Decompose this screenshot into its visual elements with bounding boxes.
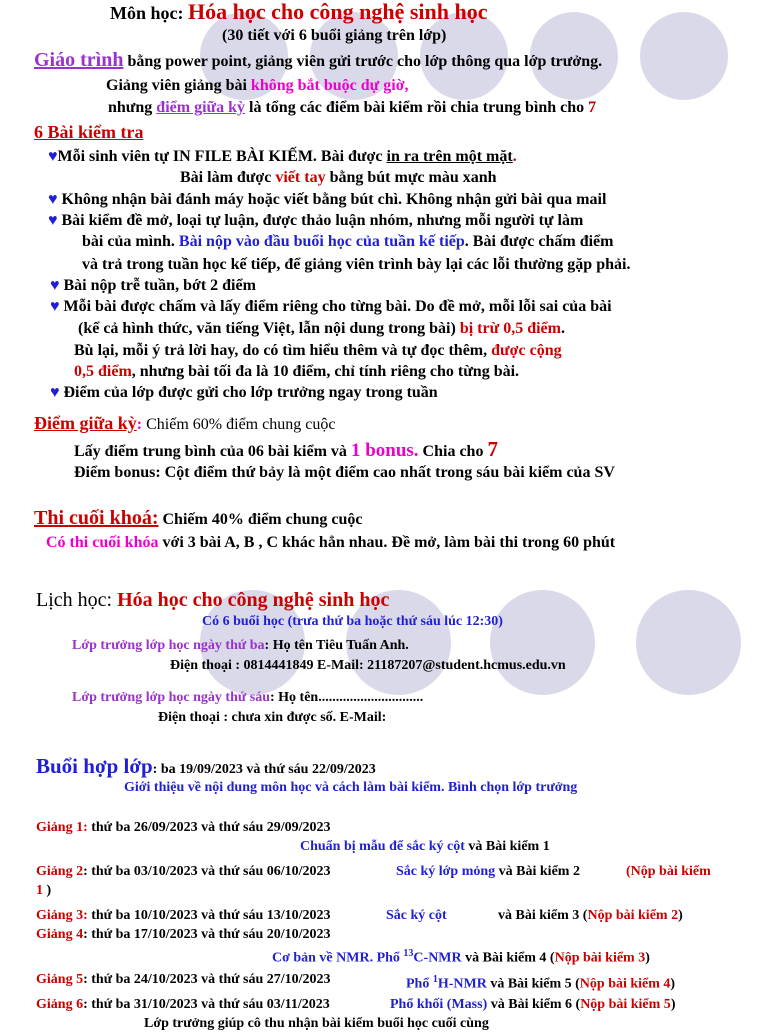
heart-bullet-icon: ♥: [50, 384, 60, 401]
syllabus-line-3: nhưng điểm giữa kỳ là tổng các điểm bài kiểm rồi chia trung bình cho 7: [108, 99, 597, 116]
test-bullet-3-line-3: và trả trong tuần học kế tiếp, để giảng viên trình bày lại các lỗi thường gặp phải.: [82, 256, 631, 273]
class-rep-friday: Lớp trưởng lớp học ngày thứ sáu: Họ tên..............................: [72, 690, 424, 705]
lecture-2-submit: (Nộp bài kiểm: [626, 864, 711, 879]
decorative-circle: [636, 590, 741, 695]
not-mandatory-text: không bắt buộc dự giờ,: [250, 77, 409, 94]
syllabus-heading: Giáo trình: [34, 49, 124, 71]
test-bullet-6: ♥ Điểm của lớp được gửi cho lớp trưởng ngay trong tuần: [50, 384, 438, 401]
course-name: Hóa học cho công nghệ sinh học: [188, 0, 488, 24]
midterm-link[interactable]: điểm giữa kỳ: [156, 99, 246, 116]
heart-bullet-icon: ♥: [50, 277, 60, 294]
heart-bullet-icon: ♥: [48, 148, 58, 165]
class-rep-tuesday-contact: Điện thoại : 0814441849 E-Mail: 21187207@student.hcmus.edu.vn: [170, 658, 566, 673]
final-line-2: Có thi cuối khóa với 3 bài A, B , C khác hẳn nhau. Đề mở, làm bài thi trong 60 phút: [46, 534, 616, 551]
test-bullet-4: ♥ Bài nộp trễ tuần, bớt 2 điểm: [50, 277, 256, 294]
test-bullet-5-line-4: 0,5 điểm, nhưng bài tối đa là 10 điểm, chỉ tính riêng cho từng bài.: [74, 363, 520, 380]
lecture-4-topic: Cơ bản về NMR. Phổ $^{13}$C-NMR và Bài kiểm 4 (Nộp bài kiểm 3): [272, 948, 650, 966]
decorative-circle: [640, 12, 728, 100]
lecture-5: Giảng 5: thứ ba 24/10/2023 và thứ sáu 27/10/2023: [36, 972, 331, 987]
schedule-course-name: Hóa học cho công nghệ sinh học: [117, 589, 390, 611]
lecture-2: Giảng 2: thứ ba 03/10/2023 và thứ sáu 06/10/2023: [36, 864, 331, 879]
course-subtitle: (30 tiết với 6 buổi giảng trên lớp): [222, 27, 447, 44]
course-label: Môn học:: [110, 3, 184, 23]
heart-bullet-icon: ♥: [48, 212, 58, 229]
test-bullet-5-line-2: (kể cả hình thức, văn tiếng Việt, lẫn nội dung trong bài) bị trừ 0,5 điểm.: [78, 320, 565, 337]
syllabus-text: bằng power point, giảng viên gửi trước cho lớp thông qua lớp trưởng.: [127, 53, 603, 70]
meeting-heading: Buổi hợp lớp: [36, 754, 153, 778]
midterm-line-2: Lấy điểm trung bình của 06 bài kiểm và 1 bonus. Chia cho 7: [74, 437, 498, 461]
lecture-3-topic: Sắc ký cột: [386, 908, 447, 923]
midterm-line-3: Điểm bonus: Cột điểm thứ bảy là một điểm cao nhất trong sáu bài kiểm của SV: [74, 464, 615, 481]
heart-bullet-icon: ♥: [50, 298, 60, 315]
lecture-1-topic: Chuẩn bị mẫu để sắc ký cột và Bài kiểm 1: [300, 839, 550, 854]
meeting-line: Buổi hợp lớp: ba 19/09/2023 và thứ sáu 22/09/2023: [36, 754, 376, 778]
lecture-3: Giảng 3: thứ ba 10/10/2023 và thứ sáu 13/10/2023: [36, 908, 331, 923]
test-bullet-1: ♥Mỗi sinh viên tự IN FILE BÀI KIẾM. Bài được in ra trên một mặt.: [48, 148, 517, 165]
schedule-title: [36, 587, 389, 613]
test-bullet-2: ♥ Không nhận bài đánh máy hoặc viết bằng bút chì. Không nhận gửi bài qua mail: [48, 191, 607, 208]
test-bullet-5: ♥ Mỗi bài được chấm và lấy điểm riêng cho từng bài. Do đề mở, mỗi lỗi sai của bài: [50, 298, 612, 315]
lecture-3-test: và Bài kiểm 3 (Nộp bài kiểm 2): [498, 908, 683, 923]
class-rep-tuesday: Lớp trưởng lớp học ngày thứ ba: Họ tên Tiêu Tuấn Anh.: [72, 638, 409, 653]
midterm-heading: Điểm giữa kỳ: [34, 413, 137, 433]
class-rep-friday-contact: Điện thoại : chưa xin được số. E-Mail:: [158, 710, 387, 725]
schedule-label: Lịch học:: [36, 589, 113, 611]
schedule-sessions: Có 6 buổi học (trưa thứ ba hoặc thứ sáu lúc 12:30): [202, 614, 503, 629]
syllabus-line-2: Giảng viên giảng bài không bắt buộc dự giờ,: [106, 77, 409, 94]
final-line-1: Thi cuối khoá: Chiếm 40% điểm chung cuộc: [34, 507, 363, 529]
syllabus-line-1: [34, 50, 602, 72]
heart-bullet-icon: ♥: [48, 191, 58, 208]
test-bullet-3: ♥ Bài kiểm đề mở, loại tự luận, được thảo luận nhóm, nhưng mỗi người tự làm: [48, 212, 584, 229]
final-heading: Thi cuối khoá:: [34, 507, 159, 529]
lecture-4: Giảng 4: thứ ba 17/10/2023 và thứ sáu 20/10/2023: [36, 927, 331, 942]
lecture-5-topic: Phổ $^1$H-NMR và Bài kiểm 5 (Nộp bài kiểm 4): [406, 974, 676, 992]
lecture-6-topic: Phổ khối (Mass) và Bài kiểm 6 (Nộp bài kiểm 5): [390, 997, 676, 1012]
midterm-line-1: Điểm giữa kỳ: Chiếm 60% điểm chung cuộc: [34, 413, 336, 433]
lecture-2-submit-cont: 1 ): [36, 883, 52, 898]
footer-note: Lớp trưởng giúp cô thu nhận bài kiểm buổi học cuối cùng: [144, 1016, 489, 1031]
lecture-1: Giảng 1: thứ ba 26/09/2023 và thứ sáu 29/09/2023: [36, 820, 331, 835]
course-title: [110, 0, 488, 25]
test-bullet-3-line-2: bài của mình. Bài nộp vào đầu buổi học của tuần kế tiếp. Bài được chấm điểm: [82, 233, 614, 250]
test-bullet-5-line-3: Bù lại, mỗi ý trả lời hay, do có tìm hiểu thêm và tự đọc thêm, được cộng: [74, 342, 562, 359]
lecture-2-topic: Sắc ký lớp mỏng và Bài kiểm 2: [396, 864, 580, 879]
test-bullet-1b: Bài làm được viết tay bằng bút mực màu xanh: [180, 169, 497, 186]
decorative-circle: [490, 590, 595, 695]
lecture-6: Giảng 6: thứ ba 31/10/2023 và thứ sáu 03/11/2023: [36, 997, 330, 1012]
meeting-desc: Giới thiệu về nội dung môn học và cách làm bài kiểm. Bình chọn lớp trưởng: [124, 780, 578, 795]
tests-heading: 6 Bài kiểm tra: [34, 122, 144, 142]
